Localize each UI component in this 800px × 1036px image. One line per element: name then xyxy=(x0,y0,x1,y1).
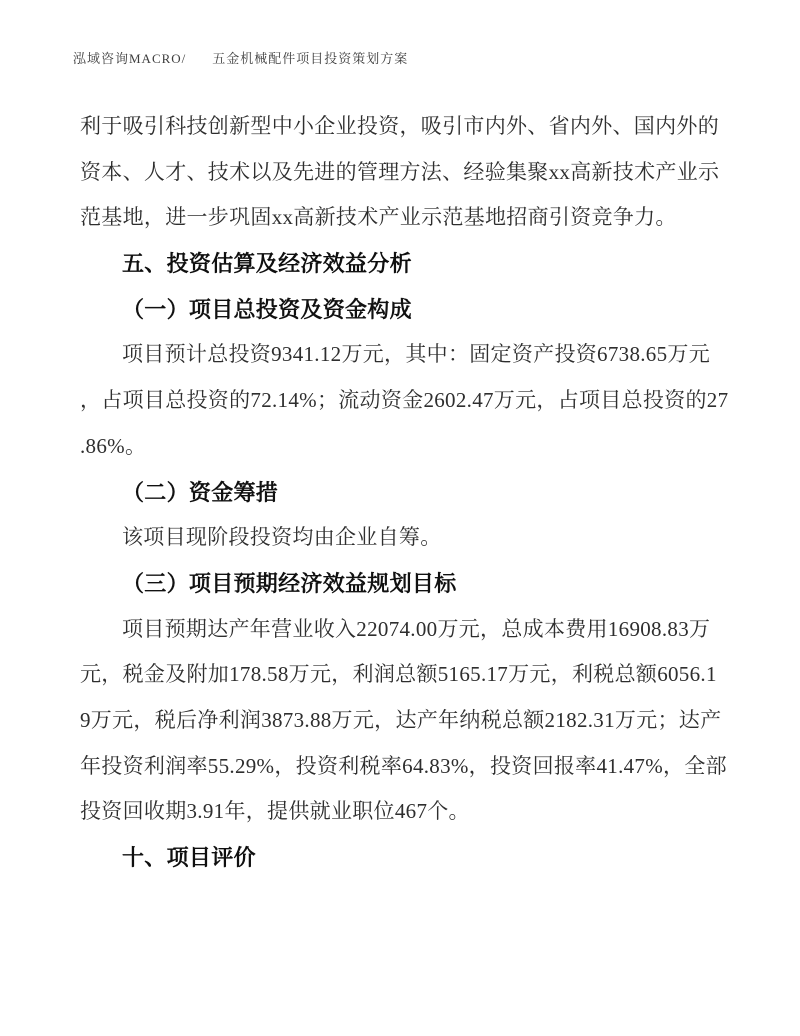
document-body xyxy=(80,104,740,881)
total-investment-paragraph-line: ，占项目总投资的72.14%；流动资金2602.47万元，占项目总投资的27 xyxy=(80,388,729,413)
section-heading-investment-analysis: 五、投资估算及经济效益分析 xyxy=(122,251,412,277)
total-investment-paragraph-line: 项目预计总投资9341.12万元，其中：固定资产投资6738.65万元 xyxy=(122,342,710,367)
section-heading-project-evaluation: 十、项目评价 xyxy=(122,845,256,870)
benefit-paragraph-line: 年投资利润率55.29%，投资利税率64.83%，投资回报率41.47%，全部 xyxy=(80,753,727,778)
benefit-paragraph-line: 9万元，税后净利润3873.88万元，达产年纳税总额2182.31万元；达产 xyxy=(80,707,722,732)
intro-paragraph-line: 资本、人才、技术以及先进的管理方法、经验集聚xx高新技术产业示 xyxy=(80,159,720,184)
subsection-heading-funding: （二）资金筹措 xyxy=(122,479,279,505)
benefit-paragraph-line: 项目预期达产年营业收入22074.00万元，总成本费用16908.83万 xyxy=(122,616,711,641)
benefit-paragraph-line: 投资回收期3.91年，提供就业职位467个。 xyxy=(80,799,470,824)
intro-paragraph-line: 利于吸引科技创新型中小企业投资，吸引市内外、省内外、国内外的 xyxy=(80,114,719,138)
total-investment-paragraph-line: .86%。 xyxy=(80,433,147,458)
subsection-heading-benefit-goals: （三）项目预期经济效益规划目标 xyxy=(122,570,457,596)
subsection-heading-total-investment: （一）项目总投资及资金构成 xyxy=(122,296,412,322)
header-brand: 泓域咨询MACRO/ xyxy=(73,51,187,66)
funding-paragraph-line: 该项目现阶段投资均由企业自筹。 xyxy=(122,525,442,550)
benefit-paragraph-line: 元，税金及附加178.58万元，利润总额5165.17万元，利税总额6056.1 xyxy=(80,662,717,687)
page-header xyxy=(73,48,408,67)
intro-paragraph-line: 范基地，进一步巩固xx高新技术产业示范基地招商引资竞争力。 xyxy=(80,205,677,230)
header-doc-title: 五金机械配件项目投资策划方案 xyxy=(212,51,409,66)
